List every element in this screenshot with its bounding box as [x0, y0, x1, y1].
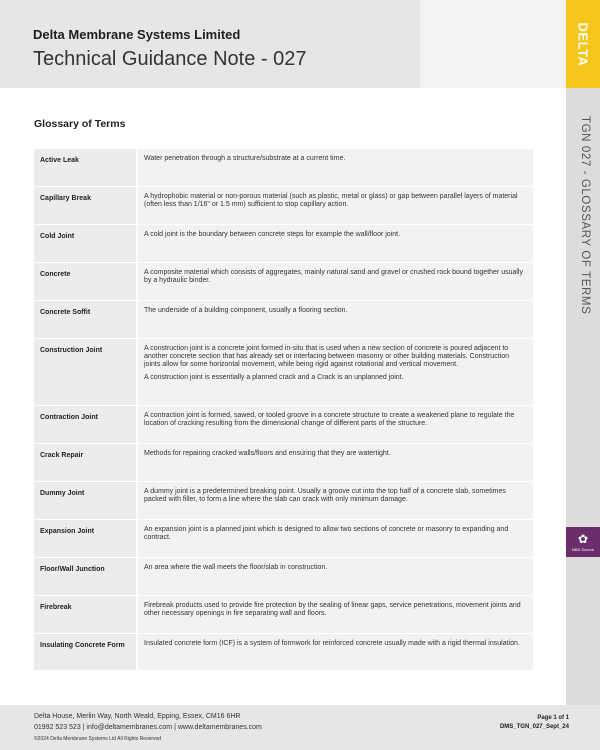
definition-paragraph: A dummy joint is a predetermined breaking point. Usually a groove cut into the top half of a concrete slab, sometimes packed with filler, to form a line where the slab can crack with only minimum damage. [144, 488, 506, 504]
glossary-term: Contraction Joint [34, 406, 136, 443]
glossary-row [34, 301, 533, 338]
document-title: Technical Guidance Note - 027 [33, 48, 307, 70]
glossary-definition [138, 634, 533, 670]
glossary-term: Expansion Joint [34, 520, 136, 557]
glossary-definition [138, 187, 533, 224]
glossary-term: Crack Repair [34, 444, 136, 481]
definition-paragraph: A cold joint is the boundary between concrete steps for example the wall/floor joint. [144, 231, 401, 238]
glossary-term: Capillary Break [34, 187, 136, 224]
company-name: Delta Membrane Systems Limited [33, 27, 241, 42]
footer-copyright: ©2024 Delta Membrane Systems Ltd All Rights Reserved [34, 736, 162, 742]
glossary-definition [138, 444, 533, 481]
sidebar-title: TGN 027 - GLOSSARY OF TERMS [579, 116, 591, 315]
glossary-term: Floor/Wall Junction [34, 558, 136, 595]
definition-paragraph: An expansion joint is a planned joint which is designed to allow two sections of concrete or masonry to expanding and contract. [144, 526, 509, 542]
glossary-definition [138, 482, 533, 519]
definition-paragraph: A construction joint is a concrete joint formed in-situ that is used when a new section of concrete is poured adjacent to another concrete section that has already set or interfacing between masonry or other building materials. Construction joints allow for some horizontal movement, while being rigid against rotational and vertical movement. [144, 345, 509, 369]
definition-paragraph: A construction joint is essentially a planned crack and a Crack is an unplanned joint. [144, 373, 404, 381]
glossary-row [34, 225, 533, 262]
glossary-definition [138, 520, 533, 557]
definition-paragraph: An area where the wall meets the floor/slab in construction. [144, 564, 328, 571]
glossary-term: Firebreak [34, 596, 136, 633]
definition-paragraph: The underside of a building component, usually a flooring section. [144, 307, 348, 314]
page-number: Page 1 of 1 [537, 715, 569, 721]
glossary-definition [138, 339, 533, 405]
definition-paragraph: Water penetration through a structure/substrate at a current time. [144, 155, 346, 162]
glossary-row [34, 596, 533, 633]
definition-paragraph: Insulated concrete form (ICF) is a system of formwork for reinforced concrete usually made with a rigid thermal insulation. [144, 640, 520, 647]
glossary-definition [138, 149, 533, 186]
glossary-row [34, 263, 533, 300]
glossary-row [34, 149, 533, 186]
header-chevron [385, 0, 420, 88]
glossary-definition [138, 596, 533, 633]
definition-paragraph: Methods for repairing cracked walls/floors and ensuring that they are watertight. [144, 450, 391, 457]
nbs-source-badge [566, 527, 600, 557]
glossary-term: Dummy Joint [34, 482, 136, 519]
definition-paragraph: Firebreak products used to provide fire protection by the sealing of linear gaps, service penetrations, movement joints and other necessary openings in fire separating wall and floors. [144, 602, 521, 618]
glossary-row [34, 187, 533, 224]
section-heading: Glossary of Terms [34, 118, 126, 130]
document-reference: DMS_TGN_027_Sept_24 [499, 724, 569, 730]
glossary-definition [138, 301, 533, 338]
glossary-definition [138, 263, 533, 300]
glossary-term: Concrete [34, 263, 136, 300]
glossary-term: Construction Joint [34, 339, 136, 405]
glossary-row [34, 482, 533, 519]
glossary-term: Insulating Concrete Form [34, 634, 136, 670]
definition-paragraph: A composite material which consists of aggregates, mainly natural sand and gravel or crushed rock bound together usually by a hydraulic binder. [144, 269, 523, 285]
page-header [0, 0, 566, 88]
glossary-term: Concrete Soffit [34, 301, 136, 338]
logo-text: DELTA [575, 22, 591, 66]
glossary-term: Active Leak [34, 149, 136, 186]
glossary-row [34, 406, 533, 443]
glossary-definition [138, 225, 533, 262]
glossary-row [34, 520, 533, 557]
glossary-row [34, 558, 533, 595]
nbs-badge-label: NBS Source [571, 546, 594, 552]
definition-paragraph: A hydrophobic material or non-porous material (such as plastic, metal or glass) or gap between parallel layers of material (often less than 1/16" or 1.5 mm) sufficient to stop capillary action. [144, 193, 518, 209]
glossary-row [34, 444, 533, 481]
glossary-row [34, 634, 533, 670]
glossary-term: Cold Joint [34, 225, 136, 262]
delta-logo [566, 0, 600, 88]
glossary-definition [138, 406, 533, 443]
nbs-flower-icon: ✿ [577, 531, 589, 546]
header-background [0, 0, 420, 88]
glossary-row [34, 339, 533, 405]
footer-address: Delta House, Merlin Way, North Weald, Epping, Essex, CM16 6HR [34, 713, 241, 720]
glossary-definition [138, 558, 533, 595]
definition-paragraph: A contraction joint is formed, sawed, or tooled groove in a concrete structure to create a weakened plane to regulate the location of cracking resulting from the dimensional change of different parts of the structure. [144, 412, 515, 428]
footer-contact: 01992 523 523 | info@deltamembranes.com | www.deltamembranes.com [34, 724, 262, 731]
